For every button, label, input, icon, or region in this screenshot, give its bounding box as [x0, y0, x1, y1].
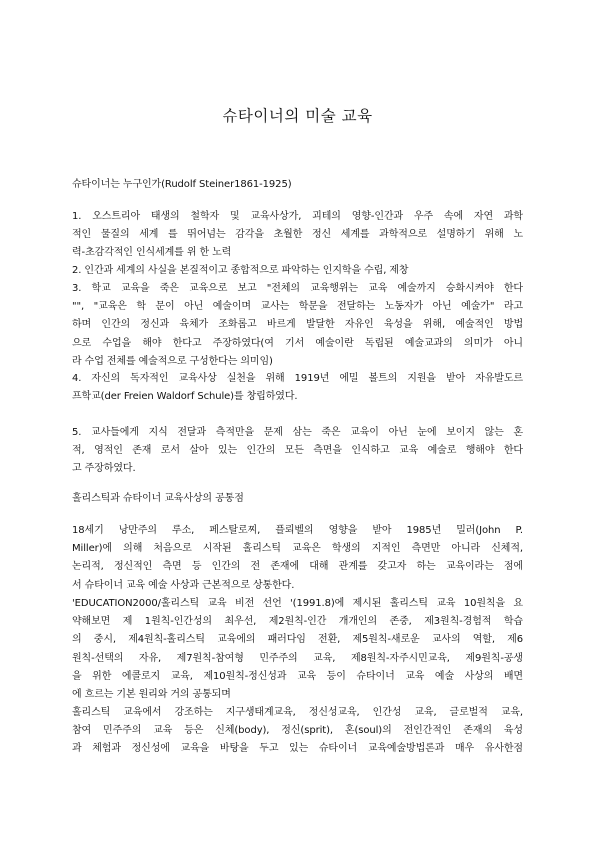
text-line: 참여 민주주의 교육 등은 신체(body), 정신(sprit), 혼(soul)의 전인간적인 존재의 육성: [72, 725, 523, 737]
text-line: 력-초감각적인 인식세계를 위 한 노력: [72, 247, 232, 259]
text-line: 적인 물질의 세계 를 뛰어넘는 감각을 초월한 정신 세계를 과학적으로 설명하기 위해 노: [72, 229, 523, 241]
list-item-2: [72, 262, 523, 280]
paragraph-holistic-education-emphasis: [72, 704, 523, 759]
text-line: 3. 학교 교육을 죽은 교육으로 보고 "전체의 교육행위는 교육 예술까지 승화시켜야 한다: [72, 283, 523, 294]
paragraph-ten-principles: [72, 595, 523, 704]
text-line: 논리적, 정신적인 측면 등 인간의 전 존재에 대해 관계를 갖고자 하는 교육이라는 점에: [72, 561, 523, 573]
text-line: 약해보면 제 1원칙-인간성의 최우선, 제2원칙-인간 개개인의 존중, 제3원칙-경험적 학습: [72, 616, 523, 628]
text-line: 5. 교사들에게 지식 전달과 측적만을 문제 삼는 죽은 교육이 아닌 눈에 보이지 않는 혼: [72, 427, 523, 438]
text-line: 2. 인간과 세계의 사실을 본질적이고 종합적으로 파악하는 인지학을 수립, 제창: [72, 265, 409, 276]
list-item-1: [72, 208, 523, 263]
section-heading-holistic-commonality: 홀리스틱과 슈타이너 교육사상의 공통점: [72, 493, 244, 504]
text-line: 1. 오스트리아 태생의 철학자 및 교육사상가, 괴테의 영향-인간과 우주 속에 자연 과학: [72, 211, 523, 222]
text-line: 으로 수업을 해야 한다고 주장하였다(여 기서 예술이란 독립된 예술교과의 의미가 아니: [72, 337, 523, 349]
text-line: 서 슈타이너 교육 예술 사상과 근본적으로 상통한다.: [72, 579, 295, 591]
text-line: 프학교(der Freien Waldorf Schule)를 창립하였다.: [72, 391, 298, 403]
paragraph-holistic-origin: [72, 522, 523, 595]
text-line: 라 수업 전체를 예술적으로 구성한다는 의미임): [72, 355, 273, 367]
text-line: 홀리스틱 교육에서 강조하는 지구생태계교육, 정신성교육, 인간성 교육, 글로벌적 교육,: [72, 707, 523, 718]
text-line: 18세기 낭만주의 루소, 페스탈로찌, 플뢰벨의 영향을 받아 1985년 밀러(John P.: [72, 525, 523, 536]
text-line: 적, 영적인 존재 로서 살아 있는 인간의 모든 측면을 인식하고 교육 예술로 행해야 한다: [72, 445, 523, 457]
text-line: 을 위한 에콜로지 교육, 제10원칙-정신성과 교육 등이 슈타이너 교육 예술 사상의 배면: [72, 670, 523, 682]
list-item-3: [72, 280, 523, 371]
text-line: 과 체험과 정신성에 교육을 바탕을 두고 있는 슈타이너 교육예술방법론과 매우 유사한점: [72, 743, 523, 755]
text-line: Miller)에 의해 처음으로 시작된 홀리스틱 교육은 학생의 지적인 측면만 아니라 신체적,: [72, 543, 523, 555]
text-line: 'EDUCATION2000/홀리스틱 교육 비전 선언 '(1991.8)에 제시된 홀리스틱 교육 10원칙을 요: [72, 598, 523, 609]
document-title: 슈타이너의 미술 교육: [222, 107, 373, 126]
text-line: "", "교육은 학 문이 아닌 예술이며 교사는 학문을 전달하는 노동자가 아닌 예술가" 라고: [72, 301, 523, 313]
section-heading-who-is-steiner: 슈타이너는 누구인가(Rudolf Steiner1861-1925): [72, 179, 292, 190]
list-item-5: [72, 424, 523, 479]
text-line: 의 중시, 제4원칙-홀리스틱 교육에의 패러다임 전환, 제5원칙-새로운 교사의 역할, 제6: [72, 634, 523, 646]
list-item-4: [72, 370, 523, 406]
text-line: 4. 자신의 독자적인 교육사상 실천을 위해 1919년 에밀 볼트의 지원을 받아 자유발도르: [72, 373, 523, 384]
text-line: 하며 인간의 정신과 육체가 조화롭고 바르게 발달한 자유인 육성을 위해, 예술적인 방법: [72, 319, 523, 331]
text-line: 원칙-선택의 자유, 제7원칙-참여형 민주주의 교육, 제8원칙-자주시민교육, 제9원칙-공생: [72, 652, 523, 664]
text-line: 고 주장하였다.: [72, 463, 136, 475]
text-line: 에 흐르는 기본 원리와 거의 공통되며: [72, 689, 231, 701]
